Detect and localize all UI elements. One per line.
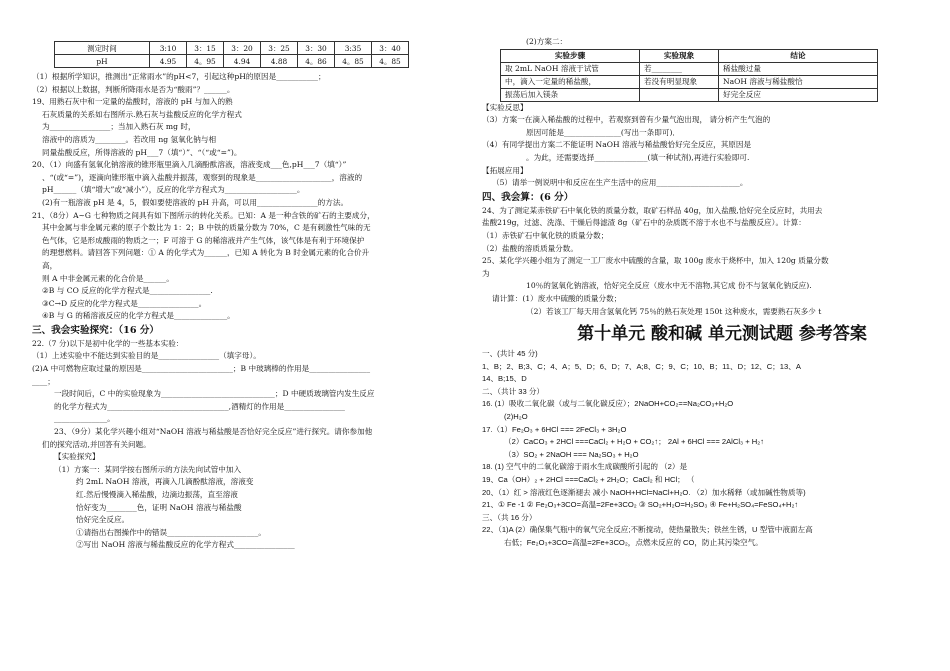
question-line: 。为此，还需要选择______________(填一种试剂),再进行实验即可. xyxy=(526,152,750,162)
answer-line: （3）SO₂ + 2NaOH === Na₂SO₃ + H₂O xyxy=(504,449,639,459)
answer-line: 14、B;15、D xyxy=(482,374,527,384)
table-row xyxy=(501,75,878,88)
subheading: 【拓展应用】 xyxy=(482,165,528,175)
table-cell: 3:10 xyxy=(150,42,187,55)
question-line: 10％的氢氧化钠溶液，恰好完全反应（废水中无不溶物,其它成 份不与氢氧化钠反应). xyxy=(526,281,812,291)
question-line: ②写出 NaOH 溶液与稀盐酸反应的化学方程式________________ xyxy=(76,540,295,550)
question-line: （4）有同学提出方案二不能证明 NaOH 溶液与稀盐酸恰好完全反应，其原因是 xyxy=(482,140,752,150)
answer-line: 1、B；2、B;3、C；4、A；5、D；6、D；7、A;8、C；9、C；10、B；11、D；12、C；13、A xyxy=(482,361,801,371)
question-line: （2）根据以上数据，判断所降雨水是否为“酸雨”？______。 xyxy=(32,84,235,94)
answer-line: 二、（共计 33 分） xyxy=(482,386,545,396)
table-cell: 4。95 xyxy=(187,55,224,68)
answer-line: (2)H₂O xyxy=(504,412,528,422)
left-column xyxy=(32,71,468,552)
table-row xyxy=(501,49,878,62)
table-cell: 稀盐酸过量 xyxy=(719,62,878,75)
question-line: 们的探究活动,并回答有关问题。 xyxy=(42,439,151,449)
question-line: ④B 与 G 的稀溶液反应的化学方程式是______________。 xyxy=(42,311,235,321)
question-line: 则 A 中非金属元素的化合价是______。 xyxy=(42,273,174,283)
question-line: ②B 与 CO 反应的化学方程式是________________. xyxy=(42,286,213,296)
question-23: 23、（9分）某化学兴趣小组对“NaOH 溶液与稀盐酸是否恰好完全反应”进行探究。请你参加他 xyxy=(54,427,373,437)
ph-measurement-table xyxy=(54,41,409,68)
question-line: 【实验探究】 xyxy=(54,452,100,462)
question-line: 高， xyxy=(42,260,58,270)
question-22: 22.（7 分)以下是初中化学的一些基本实验： xyxy=(32,338,184,348)
question-line: 一段时间后，C 中的实验现象为______________________________；D 中硬质玻璃管内发生反应 xyxy=(54,389,375,399)
table-row xyxy=(55,42,409,55)
table-cell: 4。86 xyxy=(298,55,335,68)
question-line: ______________。 xyxy=(54,414,115,424)
question-line: ①请指出右图操作中的错误________________________。 xyxy=(76,527,266,537)
table-cell: 好完全反应 xyxy=(719,88,878,101)
answer-line: 一、(共计 45 分) xyxy=(482,349,538,359)
question-line: 为 xyxy=(482,268,490,278)
table-cell: 若________ xyxy=(640,62,719,75)
table-header: 实验步骤 xyxy=(501,49,640,62)
table-cell: 若没有明显现象 xyxy=(640,75,719,88)
question-21: 21、（8分）A~G 七种物质之间具有如下图所示的转化关系。已知：A 是一种含铁的矿石的主要成分， xyxy=(32,210,375,220)
table-row xyxy=(501,62,878,75)
question-line: （2）盐酸的溶质质量分数。 xyxy=(482,243,578,253)
question-line: （1）根据所学知识，推测出“正常雨水”的pH<7，引起这种pH的原因是___________； xyxy=(32,72,326,81)
table-cell: 4。85 xyxy=(372,55,409,68)
question-24: 24、为了测定某赤铁矿石中氧化铁的质量分数，取矿石样品 40g，加入盐酸,恰好完全反应时，共用去 xyxy=(482,205,823,215)
table-cell: 4.95 xyxy=(150,55,187,68)
answer-line: 三、（共 16 分） xyxy=(482,512,537,522)
question-20: 20、（1）向盛有氢氧化钠溶液的锥形瓶里滴入几滴酚酞溶液，溶液变成___色,pH___7（填“）” xyxy=(32,160,347,170)
question-line: （2）若该工厂每天用含氢氧化钙 75％的熟石灰处理 150t 这种废水，需要熟石灰多少 t xyxy=(526,306,822,316)
table-cell: 3：40 xyxy=(372,42,409,55)
question-line: (2)有一瓶溶液 pH 是 4，5，假如要使溶液的 pH 升高，可以用________________的方法。 xyxy=(42,197,349,207)
question-line: 恰好完全反应。 xyxy=(76,515,130,525)
table-cell: 4。85 xyxy=(335,55,372,68)
table-row xyxy=(55,55,409,68)
table-cell: pH xyxy=(55,55,150,68)
answer-line: 22、（1)A (2）确保集气瓶中的氧气完全反应;不断搅动，使热量散失；铁丝生锈，U 型管中液面左高 xyxy=(482,525,813,535)
question-line: 盐酸219g，过滤、洗涤、干燥后得滤渣 8g（矿石中的杂质既不溶于水也不与盐酸反应）。计算： xyxy=(482,218,806,228)
question-line: 溶液中的溶质为________。若改用 ng 氢氧化钠与相 xyxy=(42,134,217,144)
answer-line: （2）CaCO₃ + 2HCl ===CaCl₂ + H₂O + CO₂↑； 2Al + 6HCl === 2AlCl₃ + H₂↑ xyxy=(504,437,765,447)
table-cell: 3：25 xyxy=(261,42,298,55)
table-cell: 3：15 xyxy=(187,42,224,55)
table-cell: 3：30 xyxy=(298,42,335,55)
answer-line: 右低；Fe₂O₃+3CO=高温=2Fe+3CO₂，点燃未反应的 CO，防止其污染空气。 xyxy=(504,538,763,547)
answer-line: 18. (1) 空气中的二氧化碳溶于雨水生成碳酸所引起的 （2）是 xyxy=(482,462,688,472)
plan-two-table xyxy=(500,49,878,102)
table-header: 结论 xyxy=(719,49,878,62)
question-line: （3）方案一在滴入稀盐酸的过程中，若观察到曾有少量气泡出现， 请分析产生气泡的 xyxy=(482,115,771,125)
question-line: ____； xyxy=(32,376,55,386)
table-cell: 3：20 xyxy=(224,42,261,55)
subheading: 【实验反思】 xyxy=(482,102,528,112)
question-line: 为________________；当加入熟石灰 mg 时， xyxy=(42,122,196,132)
question-line: 的化学方程式为________________________________,酒精灯的作用是________________ xyxy=(54,401,345,411)
answer-line: 19、Ca（OH）₂ + 2HCl ===CaCl₂ + 2H₂O；CaCl₂ 和 HCl； （ xyxy=(482,475,695,485)
table-cell: 3:35 xyxy=(335,42,372,55)
table-cell: 测定时间 xyxy=(55,42,150,55)
question-line: 同量盐酸反应，所得溶液的 pH___7（填“）”、“（“或“=”)。 xyxy=(42,147,242,157)
question-line: 色气体，它是形成酸雨的物质之一；F 可溶于 G 的稀溶液并产生气体，该气体是有利于环境保护 xyxy=(42,235,365,245)
question-line: ③C→D 反应的化学方程式是________________。 xyxy=(42,298,207,308)
question-line: （1）上述实验中不能达到实验目的是________________（填字母）。 xyxy=(32,351,261,361)
table-row xyxy=(501,88,878,101)
table-cell: 取 2mL NaOH 溶液于试管 xyxy=(501,62,640,75)
question-line: 原因可能是_______________(写出一条即可)． xyxy=(526,127,681,137)
question-19: 19、用熟石灰中和一定量的盐酸时，溶液的 pH 与加入的熟 xyxy=(32,97,233,107)
question-line: 、“(或“=”)，逐滴向锥形瓶中滴入盐酸并振荡，观察到的现象是____________________，溶液的 xyxy=(42,172,363,182)
question-line: （1）赤铁矿石中氧化铁的质量分数； xyxy=(482,230,609,240)
table-cell: 中，滴入一定量的稀盐酸， xyxy=(501,75,640,88)
answer-line: 21、① Fe -1 ② Fe₂O₃+3CO=高温=2Fe+3CO₂ ③ SO₂+H₂O=H₂SO₃ ④ Fe+H₂SO₄=FeSO₄+H₂↑ xyxy=(482,500,799,510)
table-cell: 4.94 xyxy=(224,55,261,68)
table-cell: NaOH 溶液与稀盐酸恰 xyxy=(719,75,878,88)
answer-line: 17.（1）Fe₂O₃ + 6HCl === 2FeCl₃ + 3H₂O xyxy=(482,424,627,434)
question-line: （5）请举一例说明中和反应在生产生活中的应用______________________。 xyxy=(492,178,748,188)
question-line: 的理想燃料。请回答下列问题：① A 的化学式为______，已知 A 转化为 B 时金属元素的化合价升 xyxy=(42,248,370,258)
table-cell: 振荡后加入镁条 xyxy=(501,88,640,101)
question-line: 请计算：(1）废水中硫酸的质量分数； xyxy=(492,293,622,303)
right-column xyxy=(482,36,922,550)
table-header: 实验现象 xyxy=(640,49,719,62)
answer-key-title: 第十单元 酸和碱 单元测试题 参考答案 xyxy=(577,324,867,345)
table-cell: 4.88 xyxy=(261,55,298,68)
question-line: (2)A 中可燃物应取过量的原因是________________________；B 中玻璃棒的作用是________________ xyxy=(32,364,370,374)
question-25: 25、某化学兴趣小组为了测定一工厂废水中硫酸的含量，取 100g 废水于烧杯中，加入 120g 质量分数 xyxy=(482,256,829,266)
question-line: 红.然后慢慢滴入稀盐酸，边滴边振荡，直至溶液 xyxy=(76,490,238,499)
question-line: 其中金属与非金属元素的原子个数比为 1：2；B 中铁的质量分数为 70%，C 是有刺激性气味的无 xyxy=(42,223,371,233)
question-line: pH______（填“增大”或“减小”），反应的化学方程式为___________________。 xyxy=(42,185,305,195)
question-line: 约 2mL NaOH 溶液，再滴入几滴酚酞溶液，溶液变 xyxy=(76,477,254,487)
answer-line: 20、（1）红 > 溶液红色逐渐褪去 减小 NaOH+HCl=NaCl+H₂O. （2）加水稀释（或加碱性物质等) xyxy=(482,487,806,497)
section-heading: 三、我会实验探究：（16 分） xyxy=(32,324,160,336)
question-line: （1）方案一：某同学按右图所示的方法先向试管中加入 xyxy=(54,464,242,474)
answer-line: 16. (1）吸收二氧化碳（或与二氧化碳反应）；2NaOH+CO₂==Na₂CO₃+H₂O xyxy=(482,399,734,409)
question-line: (2)方案二： xyxy=(526,37,568,46)
table-cell xyxy=(640,88,719,101)
question-line: 石灰质量的关系如右图所示.熟石灰与盐酸反应的化学方程式 xyxy=(42,109,242,119)
question-line: 恰好变为________色，证明 NaOH 溶液与稀盐酸 xyxy=(76,502,242,512)
section-heading: 四、我会算：(6 分） xyxy=(482,191,574,203)
